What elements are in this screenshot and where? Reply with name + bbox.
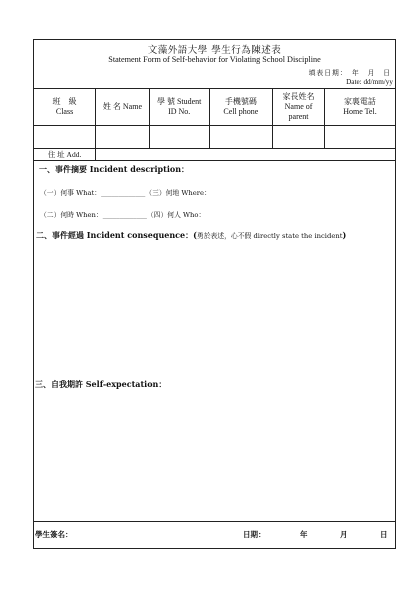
student-id-header: 學 號 Student ID No. (149, 89, 209, 126)
incident-consequence-note: 勇於表述，心不假 directly state the incident (196, 232, 343, 240)
class-field[interactable] (34, 126, 96, 149)
signature-month-label: 月 (340, 530, 348, 539)
class-header: 班 級 Class (34, 89, 96, 126)
address-label: 住 址 Add. (34, 149, 96, 161)
cell-phone-field[interactable] (209, 126, 273, 149)
name-field[interactable] (96, 126, 150, 149)
signature-day-label: 日 (380, 530, 388, 539)
form-title-en: Statement Form of Self-behavior for Violating School Discipline (108, 55, 321, 64)
self-expectation-heading: 三、自我期許 Self-expectation： (35, 379, 167, 389)
statement-form (33, 39, 396, 549)
incident-description-heading: 一、事件摘要 Incident description： (39, 164, 190, 174)
what-where-line: （一）何事 What：_____________（三）何地 Where： (40, 189, 211, 197)
home-tel-header: 家裏電話 Home Tel. (324, 89, 395, 126)
form-title-zh: 文藻外語大學 學生行為陳述表 (147, 45, 282, 56)
info-header-row (34, 89, 395, 126)
info-entry-row (34, 126, 395, 149)
address-field[interactable] (96, 149, 395, 161)
student-signature-label: 學生簽名： (35, 530, 73, 539)
signature-divider (34, 521, 395, 522)
when-who-line: （二）何時 When：_____________（四）何人 Who： (40, 211, 206, 219)
parent-name-field[interactable] (273, 126, 325, 149)
student-id-field[interactable] (149, 126, 209, 149)
date-format-label: Date: dd/mm/yy (346, 78, 393, 86)
home-tel-field[interactable] (324, 126, 395, 149)
address-row (34, 149, 395, 161)
name-header: 姓 名 Name (96, 89, 150, 126)
signature-date-label: 日期： (243, 530, 266, 539)
signature-year-label: 年 (300, 530, 308, 539)
incident-consequence-heading: 二、事件經過 Incident consequence：(勇於表述，心不假 directly state the incident) (36, 230, 347, 240)
info-table (34, 88, 395, 161)
cell-phone-header: 手機號碼 Cell phone (209, 89, 273, 126)
parent-name-header: 家長姓名 Name of parent (273, 89, 325, 126)
fill-date-label: 填表日期： 年 月 日 (308, 69, 391, 77)
